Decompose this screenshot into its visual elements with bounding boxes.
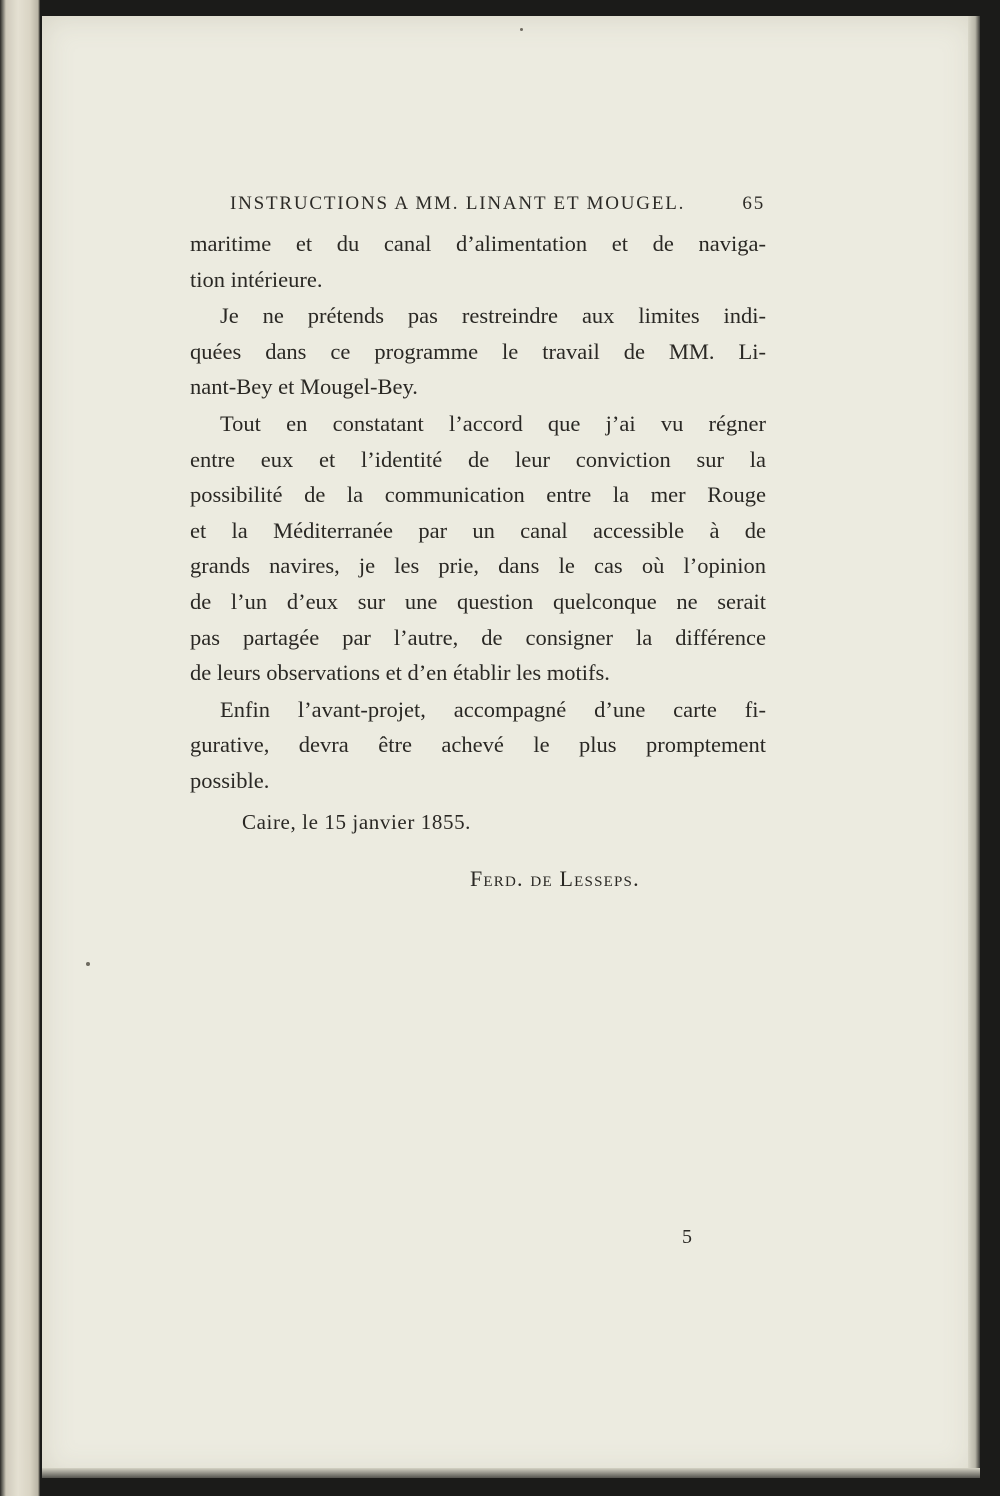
page-number: 65	[742, 193, 765, 214]
text-line: possibilité de la communication entre la mer Rouge	[190, 482, 766, 508]
facing-page-edge	[0, 0, 40, 1496]
text-line: quées dans ce programme le travail de MM. Li-	[190, 338, 766, 364]
text-line: Enfin l’avant-projet, accompagné d’une carte fi-	[220, 696, 766, 722]
text-line: maritime et du canal d’alimentation et de naviga-	[190, 231, 766, 256]
page-bottom-edge	[42, 1468, 980, 1478]
text-line: de leurs observations et d’en établir les motifs.	[190, 660, 610, 686]
text-line: possible.	[190, 767, 270, 793]
text-line: Tout en constatant l’accord que j’ai vu régner	[220, 410, 766, 436]
page-fore-edge	[968, 16, 980, 1476]
body-text	[190, 226, 766, 799]
text-line: tion intérieure.	[190, 266, 323, 292]
running-header-title: INSTRUCTIONS A MM. LINANT ET MOUGEL.	[230, 193, 686, 214]
text-line: nant-Bey et Mougel-Bey.	[190, 374, 418, 400]
text-line: de l’un d’eux sur une question quelconque ne serait	[190, 588, 766, 614]
text-line: entre eux et l’identité de leur conviction sur la	[190, 446, 766, 472]
signature: Ferd. de Lesseps.	[470, 866, 640, 891]
text-line: Je ne prétends pas restreindre aux limites indi-	[220, 303, 766, 329]
text-line: pas partagée par l’autre, de consigner la différence	[190, 624, 766, 650]
paper-speck	[520, 28, 523, 31]
paper-speck	[86, 962, 90, 966]
running-header	[230, 193, 765, 219]
signature-mark: 5	[682, 1226, 692, 1248]
text-line: et la Méditerranée par un canal accessible à de	[190, 517, 766, 543]
text-line: gurative, devra être achevé le plus promptement	[190, 732, 766, 758]
text-line: grands navires, je les prie, dans le cas où l’opinion	[190, 553, 766, 579]
dateline: Caire, le 15 janvier 1855.	[242, 810, 472, 834]
